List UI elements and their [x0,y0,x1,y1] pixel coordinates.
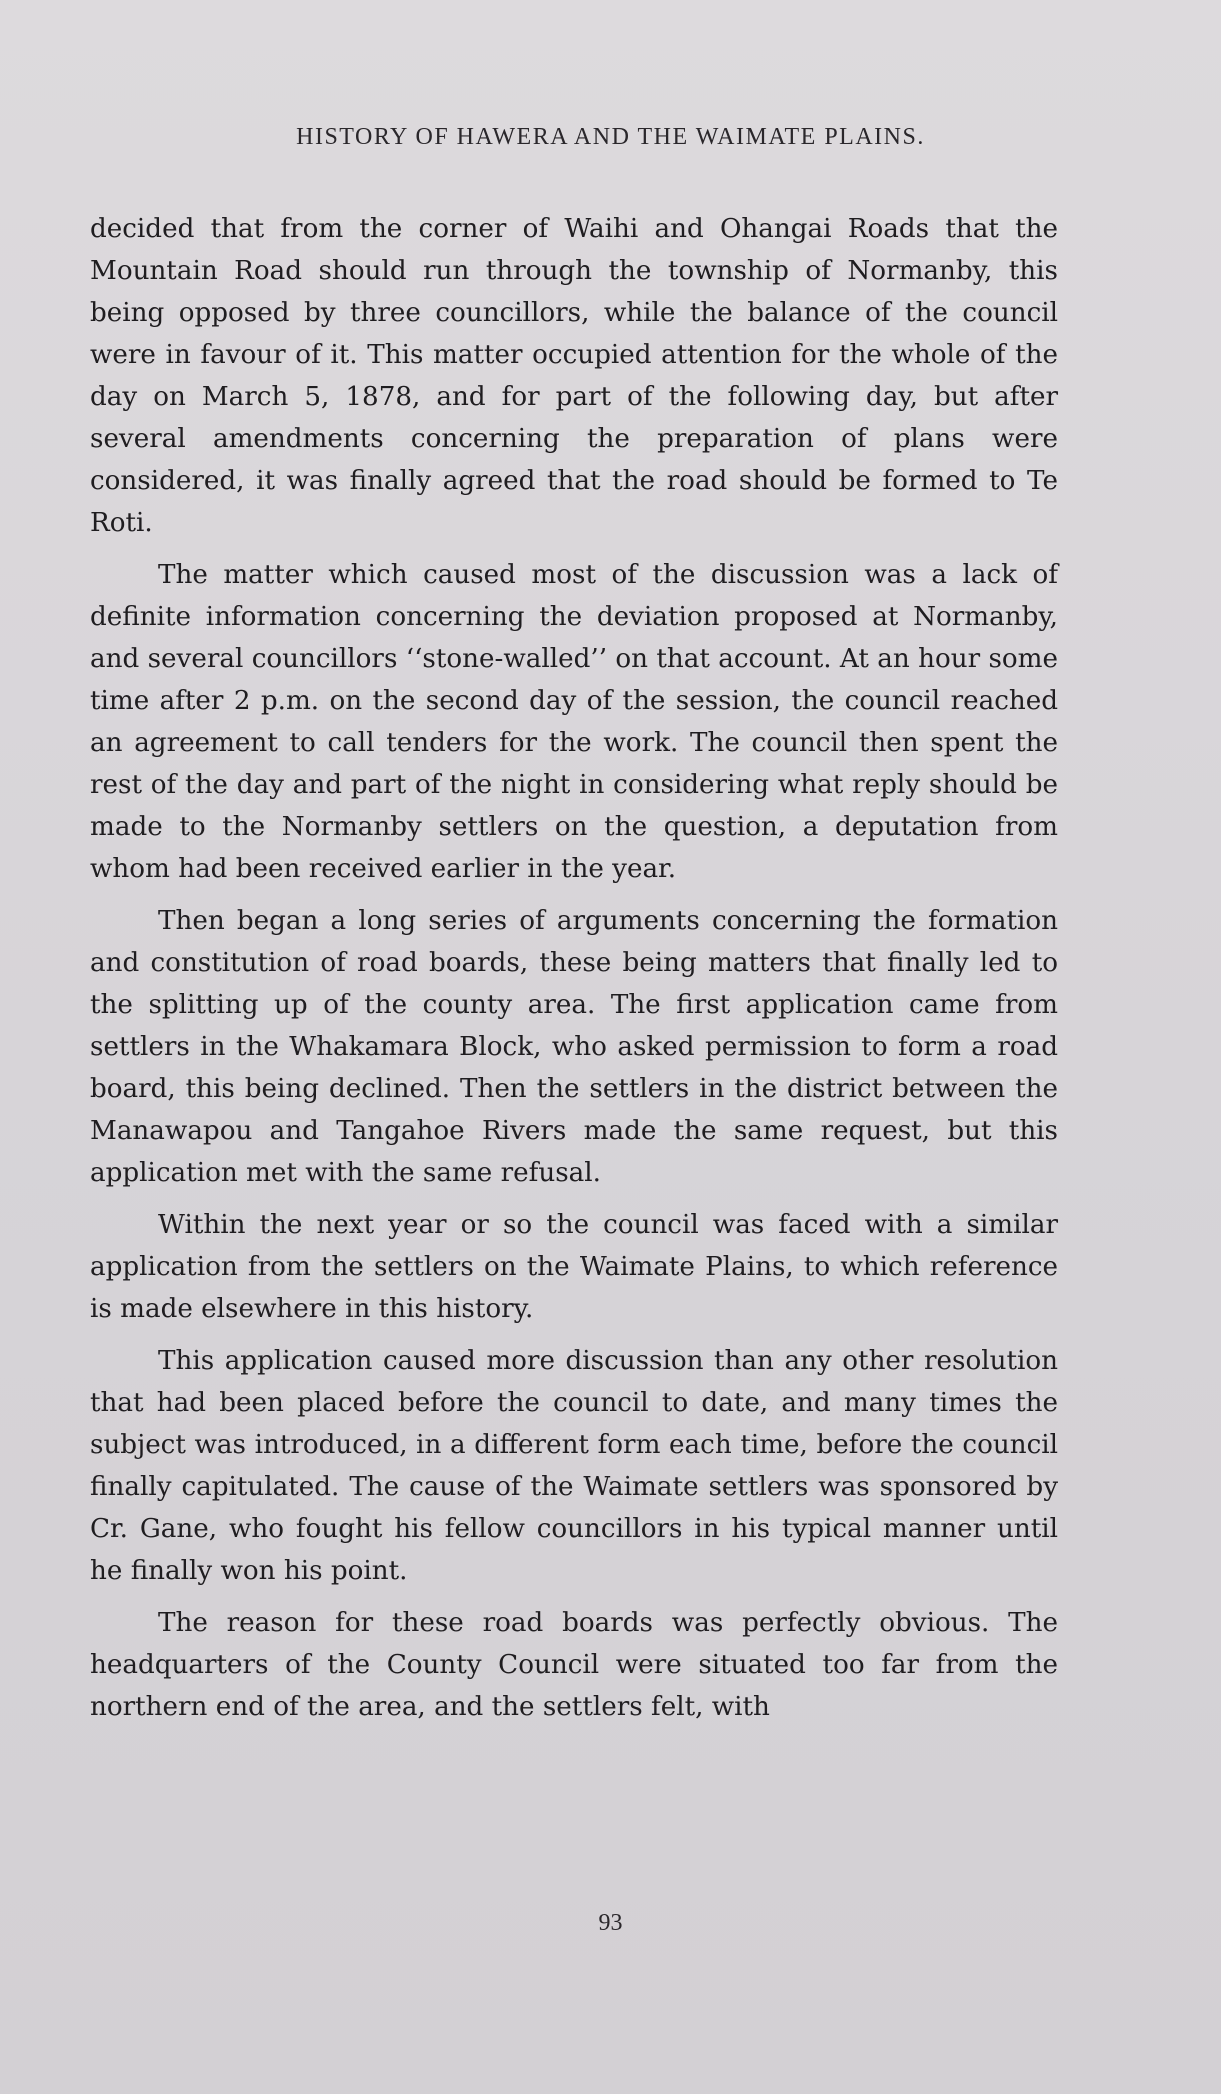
body-text [90,208,1058,1738]
paragraph: Within the next year or so the council was faced with a similar application from the settlers on the Waimate Plains, to which reference is made elsewhere in this history. [90,1210,1058,1324]
page-number: 93 [598,1910,623,1936]
paragraph: decided that from the corner of Waihi and Ohangai Roads that the Mountain Road should run through the township of Normanby, this being opposed by three councillors, while the balance of the council were in favour of it. This matter occupied attention for the whole of the day on March 5, 1878, and for part of the following day, but after several amendments concerning the preparation of plans were considered, it was finally agreed that the road should be formed to Te Roti. [90,214,1058,538]
paragraph: The matter which caused most of the discussion was a lack of definite information concerning the deviation proposed at Normanby, and several councillors ‘‘stone-walled’’ on that account. At an hour some time after 2 p.m. on the second day of the session, the council reached an agreement to call tenders for the work. The council then spent the rest of the day and part of the night in considering what reply should be made to the Normanby settlers on the question, a deputation from whom had been received earlier in the year. [90,560,1058,884]
running-head: HISTORY OF HAWERA AND THE WAIMATE PLAINS. [296,124,925,150]
paragraph: Then began a long series of arguments concerning the formation and constitution of road boards, these being matters that finally led to the splitting up of the county area. The first application came from settlers in the Whakamara Block, who asked permission to form a road board, this being declined. Then the settlers in the district between the Manawapou and Tangahoe Rivers made the same request, but this application met with the same refusal. [90,906,1058,1188]
paragraph: The reason for these road boards was perfectly obvious. The headquarters of the County Council were situated too far from the northern end of the area, and the settlers felt, with [90,1608,1058,1722]
paragraph: This application caused more discussion than any other resolution that had been placed before the council to date, and many times the subject was introduced, in a different form each time, before the council finally capitulated. The cause of the Waimate settlers was sponsored by Cr. Gane, who fought his fellow councillors in his typical manner until he finally won his point. [90,1346,1058,1586]
